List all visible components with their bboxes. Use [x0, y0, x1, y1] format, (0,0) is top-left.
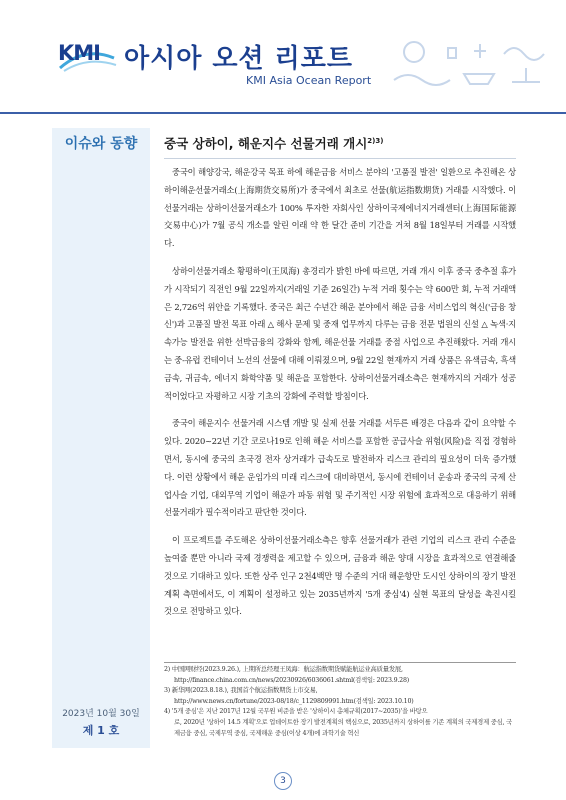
report-subtitle: KMI Asia Ocean Report — [246, 74, 372, 87]
article-title-footnote-ref: 2)3) — [367, 136, 384, 145]
footnote-divider — [164, 662, 516, 663]
paragraph-1: 중국이 해양강국, 해운강국 목표 하에 해운금융 서비스 분야의 '고품질 발전' 일환으로 추진해온 상하이해운선물거래소(上海期货交易所)가 중국에서 최초로 선물(航运指数期货) 거래를 시작했다. 이 선물거래는 상하이선물거래소가 100% 투자한 자회사인 상하이국제에너지거래센터(上海国际能源交易中心)가 7월 공식 개소를 알린 이래 약 한 달간 준비 기간을 거쳐 8월 18일부터 거래를 시작했다. — [164, 167, 516, 249]
section-label: 이슈와 동향 — [64, 136, 138, 152]
page-number: 3 — [274, 772, 292, 790]
issue-date: 2023년 10월 30일 — [62, 709, 140, 719]
footnote-4: 4) '5개 중심'은 지난 2017년 12월 국무원 비준을 받은 '상하이시 총체규획(2017~2035)'을 바탕으 — [164, 708, 428, 716]
kmi-logo-text: KMI — [58, 41, 100, 65]
header-divider — [0, 112, 566, 114]
title-divider — [164, 158, 516, 159]
paragraph-4: 이 프로젝트를 주도해온 상하이선물거래소측은 향후 선물거래가 관련 기업의 리스크 관리 수준을 높여줄 뿐만 아니라 국제 경쟁력을 제고할 수 있으며, 금융과 해운 양대 시장을 효과적으로 연결해줄 것으로 기대하고 있다. 또한 상주 인구 2천4백만 명 수준의 거대 해운항만 도시인 상하이의 장기 발전계획 측면에서도, 이 계획이 설정하고 있는 2035년까지 '5개 중심'4) 실현 목표의 달성을 촉진시킬 것으로 전망하고 있다. — [164, 535, 516, 617]
paragraph-3: 중국이 해운지수 선물거래 시스템 개발 및 실제 선물 거래를 서두른 배경은 다음과 같이 요약할 수 있다. 2020~22년 기간 코로나19로 인해 해운 서비스를 포함한 공급사슬 위험(风险)을 직접 경험하면서, 동시에 중국의 초국경 전자 상거래가 급속도로 발전하자 리스크 관리의 필요성이 더욱 증가했다. 이런 상황에서 해운 운임가의 미래 리스크에 대비하면서, 동시에 컨테이너 운송과 중국의 국제 산업사슬 기업, 대외무역 기업이 해운가 파동 위험 및 주기적인 시장 위험에 효과적으로 대응하기 위해 선물거래가 필수적이라고 판단한 것이다. — [164, 418, 516, 518]
footnote-3: 3) 新华网(2023.8.18.), 我国首个航运指数期货上市交易, — [164, 687, 318, 695]
article-title-text: 중국 상하이, 해운지수 선물거래 개시 — [164, 136, 368, 151]
maritime-symbols-icon — [384, 34, 554, 98]
paragraph-2: 상하이선물거래소 황평하이(王凤海) 총경리가 밝힌 바에 따르면, 거래 개시 이후 중국 중추절 휴가가 시작되기 직전인 9월 22일까지(거래일 기준 26일간) 누적 거래 횟수는 약 600만 회, 누적 거래액은 2,726억 위안을 기록했다. 중국은 최근 수년간 해운 분야에서 해운 금융 서비스업의 혁신('금융 창신')과 고품질 발전 목표 아래 △ 해사 문제 및 중재 업무까지 다루는 금융 전문 법원의 신설 △ 녹색·지속가능 발전을 위한 선박금융의 강화와 함께, 해운선물 거래를 중점 사업으로 추진해왔다. 거래 개시는 중-유럽 컨테이너 노선의 선물에 대해 이뤄졌으며, 9월 22일 현재까지 거래 상품은 유색금속, 흑색금속, 귀금속, 에너지 화학약품 및 해운을 포함한다. 상하이선물거래소측은 현재까지의 거래가 성공적이었다고 자평하고 시장 기초의 강화에 주력할 방침이다. — [164, 265, 516, 401]
sidebar-panel — [52, 128, 150, 748]
report-title: 아시아 오션 리포트 — [124, 44, 354, 74]
report-header — [0, 0, 566, 112]
article-body — [164, 164, 516, 631]
article-title — [164, 134, 383, 152]
footnote-3-link[interactable]: http://www.news.cn/fortune/2023-08/18/c_1129809991.htm(검색일: 2023.10.10) — [174, 697, 414, 705]
footnote-4-cont: 로, 2020년 '상하이 14.5 계획'으로 업데이트한 장기 발전계획의 핵심으로, 2035년까지 상하이를 기존 계획의 국제경제 중심, 국제금융 중심, 국제무역 중심, 국제해운 중심(이상 4개)에 과학기술 혁신 — [174, 718, 513, 737]
issue-number: 제 1 호 — [82, 724, 120, 737]
footnote-2: 2) 中国网财经(2023.9.26.), 上期所总经理王凤海：航运指数期货赋能航运业高质量发展, — [164, 666, 403, 673]
footnote-2-link[interactable]: http://finance.china.com.cn/news/20230926/6036061.shtml(검색일: 2023.9.28) — [174, 676, 410, 684]
footnotes — [164, 665, 516, 739]
